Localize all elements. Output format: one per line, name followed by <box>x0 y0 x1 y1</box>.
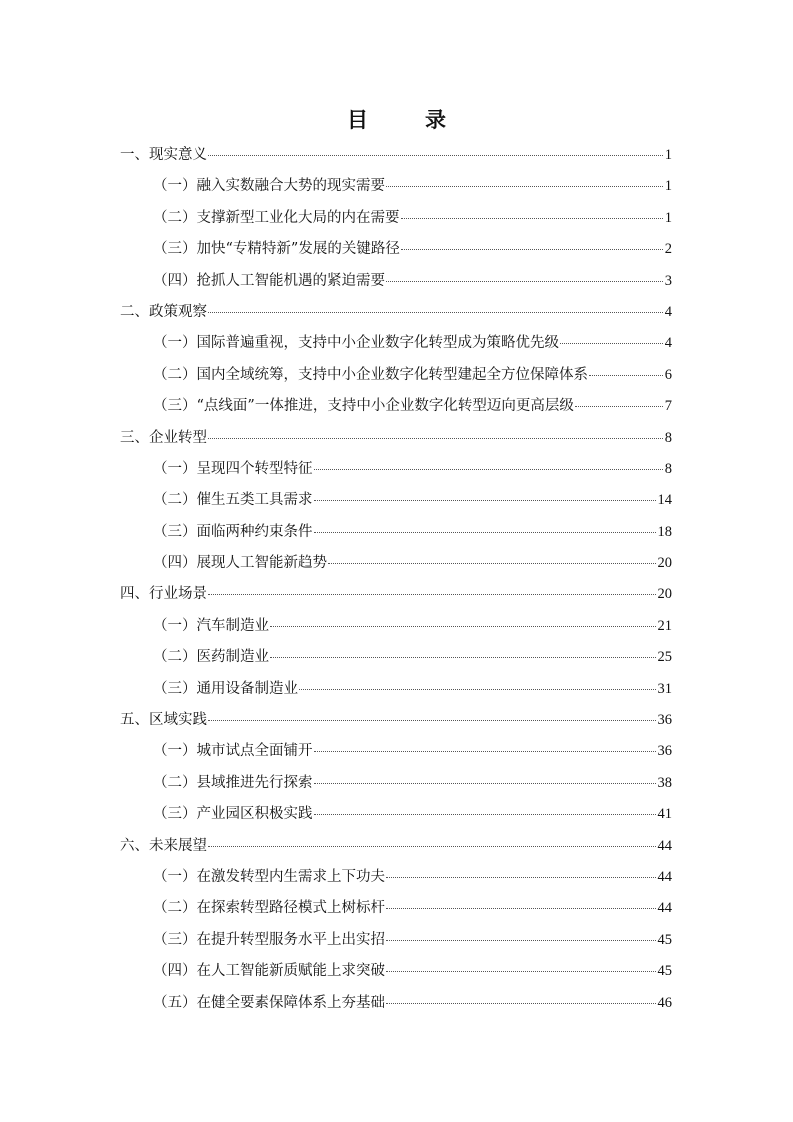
toc-entry-label: （三）通用设备制造业 <box>153 680 298 697</box>
toc-section-entry[interactable] <box>120 579 672 610</box>
toc-section-entry[interactable] <box>120 140 672 171</box>
dot-leader <box>386 940 656 941</box>
dot-leader <box>270 626 656 627</box>
toc-page-number: 3 <box>664 272 672 289</box>
dot-leader <box>386 908 656 909</box>
dot-leader <box>208 155 663 156</box>
toc-page-number: 1 <box>664 209 672 226</box>
toc-page-number: 20 <box>657 586 672 603</box>
toc-entry-label: （三）“点线面”一体推进，支持中小企业数字化转型迈向更高层级 <box>153 398 574 415</box>
toc-page-number: 8 <box>664 429 672 446</box>
toc-page-number: 36 <box>657 712 672 729</box>
toc-entry-label: 四、行业场景 <box>120 586 207 603</box>
toc-entry-label: （四）在人工智能新质赋能上求突破 <box>153 963 385 980</box>
toc-entry-label: （一）呈现四个转型特征 <box>153 460 313 477</box>
dot-leader <box>560 343 663 344</box>
toc-page-number: 45 <box>657 963 672 980</box>
toc-subsection-entry[interactable] <box>120 925 672 956</box>
dot-leader <box>328 563 656 564</box>
toc-entry-label: （三）在提升转型服务水平上出实招 <box>153 931 385 948</box>
toc-entry-label: （四）抢抓人工智能机遇的紧迫需要 <box>153 272 385 289</box>
toc-entry-label: （五）在健全要素保障体系上夯基础 <box>153 994 385 1011</box>
toc-section-entry[interactable] <box>120 705 672 736</box>
dot-leader <box>314 469 663 470</box>
dot-leader <box>208 312 663 313</box>
toc-subsection-entry[interactable] <box>120 517 672 548</box>
toc-page-number: 6 <box>664 366 672 383</box>
toc-subsection-entry[interactable] <box>120 768 672 799</box>
toc-entry-label: （二）国内全域统筹，支持中小企业数字化转型建起全方位保障体系 <box>153 366 588 383</box>
toc-entry-label: （二）县域推进先行探索 <box>153 774 313 791</box>
toc-subsection-entry[interactable] <box>120 611 672 642</box>
dot-leader <box>208 438 663 439</box>
toc-entry-label: 六、未来展望 <box>120 837 207 854</box>
toc-page-number: 4 <box>664 335 672 352</box>
toc-subsection-entry[interactable] <box>120 956 672 987</box>
dot-leader <box>314 500 656 501</box>
toc-subsection-entry[interactable] <box>120 234 672 265</box>
dot-leader <box>314 814 656 815</box>
toc-entry-label: （二）在探索转型路径模式上树标杆 <box>153 900 385 917</box>
dot-leader <box>208 594 656 595</box>
dot-leader <box>270 657 656 658</box>
dot-leader <box>299 689 656 690</box>
toc-entry-label: （一）城市试点全面铺开 <box>153 743 313 760</box>
toc-subsection-entry[interactable] <box>120 893 672 924</box>
toc-entry-label: 五、区域实践 <box>120 712 207 729</box>
toc-subsection-entry[interactable] <box>120 736 672 767</box>
toc-page-number: 45 <box>657 931 672 948</box>
toc-page-number: 21 <box>657 617 672 634</box>
toc-entry-label: （四）展现人工智能新趋势 <box>153 555 327 572</box>
toc-page-number: 1 <box>664 178 672 195</box>
toc-entry-label: （二）支撑新型工业化大局的内在需要 <box>153 209 400 226</box>
dot-leader <box>386 186 663 187</box>
toc-page-number: 1 <box>664 147 672 163</box>
toc-entry-label: （二）催生五类工具需求 <box>153 492 313 509</box>
dot-leader <box>208 846 656 847</box>
dot-leader <box>386 281 663 282</box>
toc-subsection-entry[interactable] <box>120 799 672 830</box>
toc-subsection-entry[interactable] <box>120 988 672 1019</box>
toc-subsection-entry[interactable] <box>120 391 672 422</box>
toc-entry-label: （三）面临两种约束条件 <box>153 523 313 540</box>
toc-entry-label: 三、企业转型 <box>120 429 207 446</box>
toc-subsection-entry[interactable] <box>120 266 672 297</box>
dot-leader <box>386 877 656 878</box>
dot-leader <box>386 1003 656 1004</box>
table-of-contents <box>120 140 672 1019</box>
toc-page-number: 14 <box>657 492 672 509</box>
dot-leader <box>401 249 663 250</box>
toc-subsection-entry[interactable] <box>120 454 672 485</box>
toc-subsection-entry[interactable] <box>120 674 672 705</box>
toc-subsection-entry[interactable] <box>120 171 672 202</box>
toc-entry-label: 二、政策观察 <box>120 303 207 320</box>
toc-subsection-entry[interactable] <box>120 548 672 579</box>
toc-entry-label: （三）产业园区积极实践 <box>153 806 313 823</box>
toc-page-number: 36 <box>657 743 672 760</box>
toc-subsection-entry[interactable] <box>120 328 672 359</box>
toc-page-number: 31 <box>657 680 672 697</box>
toc-entry-label: （一）汽车制造业 <box>153 617 269 634</box>
toc-page-number: 41 <box>657 806 672 823</box>
toc-section-entry[interactable] <box>120 297 672 328</box>
toc-section-entry[interactable] <box>120 831 672 862</box>
toc-page-number: 44 <box>657 868 672 885</box>
toc-subsection-entry[interactable] <box>120 862 672 893</box>
toc-page-number: 25 <box>657 649 672 666</box>
toc-page-number: 38 <box>657 774 672 791</box>
toc-entry-label: （二）医药制造业 <box>153 649 269 666</box>
toc-subsection-entry[interactable] <box>120 642 672 673</box>
dot-leader <box>314 751 656 752</box>
dot-leader <box>314 532 656 533</box>
toc-page-number: 20 <box>657 555 672 572</box>
toc-page-number: 18 <box>657 523 672 540</box>
toc-entry-label: （一）融入实数融合大势的现实需要 <box>153 178 385 195</box>
toc-subsection-entry[interactable] <box>120 203 672 234</box>
toc-page-number: 44 <box>657 900 672 917</box>
toc-entry-label: （三）加快“专精特新”发展的关键路径 <box>153 241 400 258</box>
toc-page-number: 8 <box>664 460 672 477</box>
toc-page-number: 2 <box>664 241 672 258</box>
dot-leader <box>589 375 663 376</box>
toc-page-number: 4 <box>664 303 672 320</box>
dot-leader <box>386 971 656 972</box>
dot-leader <box>575 406 663 407</box>
toc-title: 目 录 <box>347 107 464 132</box>
toc-page-number: 7 <box>664 398 672 415</box>
dot-leader <box>208 720 656 721</box>
toc-page-number: 44 <box>657 837 672 854</box>
dot-leader <box>401 218 663 219</box>
toc-subsection-entry[interactable] <box>120 485 672 516</box>
toc-entry-label: （一）在激发转型内生需求上下功夫 <box>153 868 385 885</box>
toc-page-number: 46 <box>657 994 672 1011</box>
dot-leader <box>314 783 656 784</box>
toc-entry-label: 一、现实意义 <box>120 147 207 163</box>
toc-entry-label: （一）国际普遍重视，支持中小企业数字化转型成为策略优先级 <box>153 335 559 352</box>
toc-subsection-entry[interactable] <box>120 360 672 391</box>
toc-section-entry[interactable] <box>120 423 672 454</box>
